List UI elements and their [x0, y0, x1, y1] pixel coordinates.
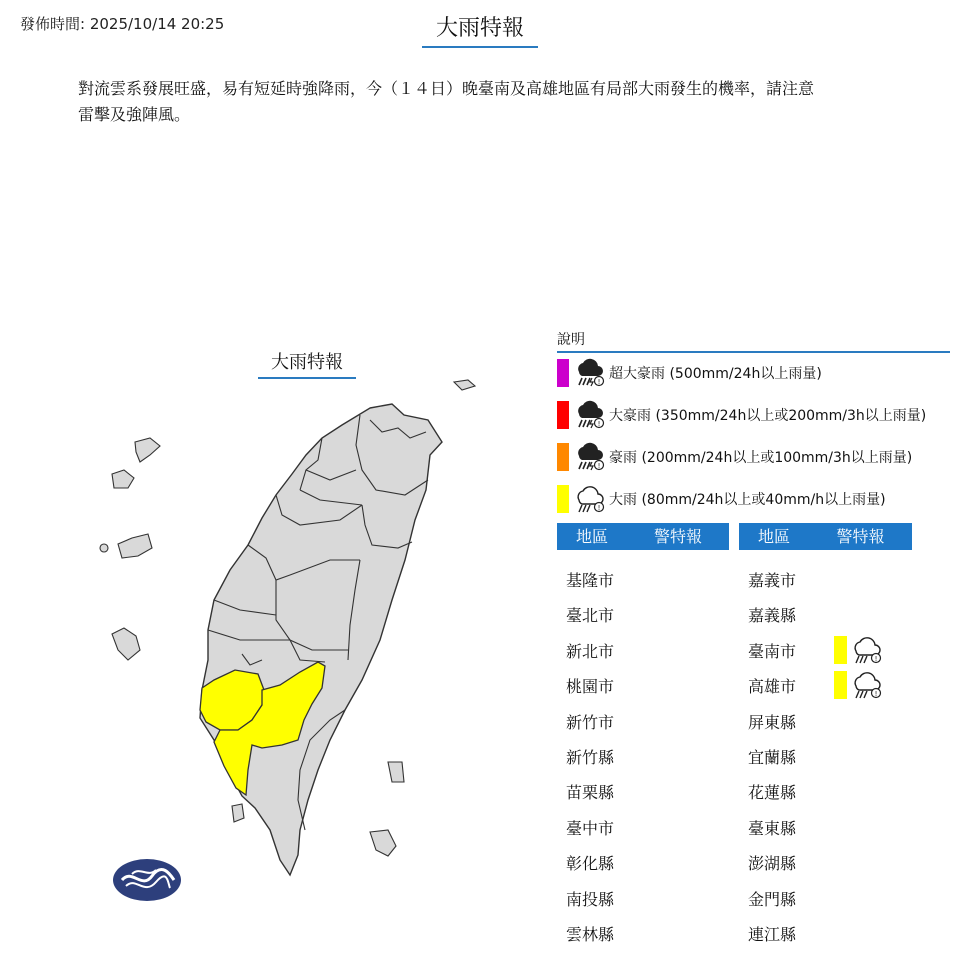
column-header-region: 地區 [757, 527, 790, 546]
region-name: 雲林縣 [566, 925, 615, 944]
issued-time: 發佈時間: 2025/10/14 20:25 [20, 15, 225, 33]
legend-item-torrential [557, 442, 912, 472]
page-title: 大雨特報 [422, 14, 538, 48]
legend-label: 大雨 (80mm/24h以上或40mm/h以上雨量) [609, 492, 886, 508]
region-name: 苗栗縣 [566, 783, 615, 803]
island-penghu-4 [100, 544, 108, 552]
taiwan-map [95, 370, 485, 890]
legend-swatch [557, 401, 569, 429]
region-name: 嘉義市 [748, 571, 797, 590]
island-penghu-2 [112, 470, 134, 488]
region-name: 宜蘭縣 [748, 748, 797, 767]
region-name: 臺東縣 [748, 818, 797, 838]
torrential-rain-icon [573, 442, 605, 472]
region-name: 新竹縣 [566, 748, 615, 767]
column-header-region: 地區 [575, 527, 608, 546]
region-name: 澎湖縣 [748, 854, 797, 874]
island-penghu-5 [112, 628, 140, 660]
island-xiaoliuqiu [232, 804, 244, 822]
warning-swatch [834, 636, 847, 664]
region-name: 南投縣 [566, 889, 615, 909]
legend-label: 豪雨 (200mm/24h以上或100mm/3h以上雨量) [609, 450, 913, 466]
heavy-rain-icon [573, 484, 605, 514]
legend-swatch [557, 485, 569, 513]
region-name: 新竹市 [566, 712, 615, 732]
legend-label: 大豪雨 (350mm/24h以上或200mm/3h以上雨量) [609, 408, 927, 424]
region-name: 金門縣 [748, 889, 797, 909]
region-name: 屏東縣 [748, 712, 797, 732]
legend-item-heavy-rain [557, 484, 886, 514]
taiwan-main-island [200, 404, 442, 875]
region-name: 臺北市 [566, 606, 615, 626]
island-orchid [370, 830, 396, 856]
island-penghu-1 [135, 438, 160, 462]
island-penghu-3 [118, 534, 152, 558]
map-title: 大雨特報 [258, 350, 356, 379]
region-name: 彰化縣 [566, 854, 615, 874]
island-matsu-north [454, 380, 475, 390]
cwa-logo [112, 858, 182, 902]
legend-item-super-torrential [557, 358, 822, 388]
table-header-left [557, 523, 729, 550]
legend-item-extremely-torrential [557, 400, 926, 430]
region-name: 花蓮縣 [748, 783, 797, 803]
warning-description [78, 76, 898, 128]
region-name: 嘉義縣 [748, 606, 797, 626]
legend-swatch [557, 443, 569, 471]
island-greenisland [388, 762, 404, 782]
legend-swatch [557, 359, 569, 387]
description-line: 對流雲系發展旺盛，易有短延時強降雨，今（１４日）晚臺南及高雄地區有局部大雨發生的機率，請注意 [78, 79, 815, 98]
heavy-rain-icon [850, 635, 882, 665]
column-header-warning: 警特報 [653, 527, 702, 546]
region-name: 桃園市 [566, 677, 615, 697]
warning-swatch [834, 671, 847, 699]
column-header-warning: 警特報 [836, 527, 885, 546]
description-line: 雷擊及強陣風。 [78, 105, 191, 124]
torrential-rain-icon [573, 358, 605, 388]
legend-header: 說明 [557, 331, 950, 353]
heavy-rain-icon [850, 670, 882, 700]
region-name: 臺中市 [566, 818, 615, 838]
region-name: 高雄市 [748, 677, 797, 697]
table-header-right [739, 523, 912, 550]
region-name: 基隆市 [566, 571, 615, 590]
region-name: 臺南市 [748, 641, 797, 661]
region-name: 連江縣 [748, 925, 797, 944]
torrential-rain-icon [573, 400, 605, 430]
legend-label: 超大豪雨 (500mm/24h以上雨量) [609, 366, 822, 382]
region-name: 新北市 [566, 641, 615, 661]
